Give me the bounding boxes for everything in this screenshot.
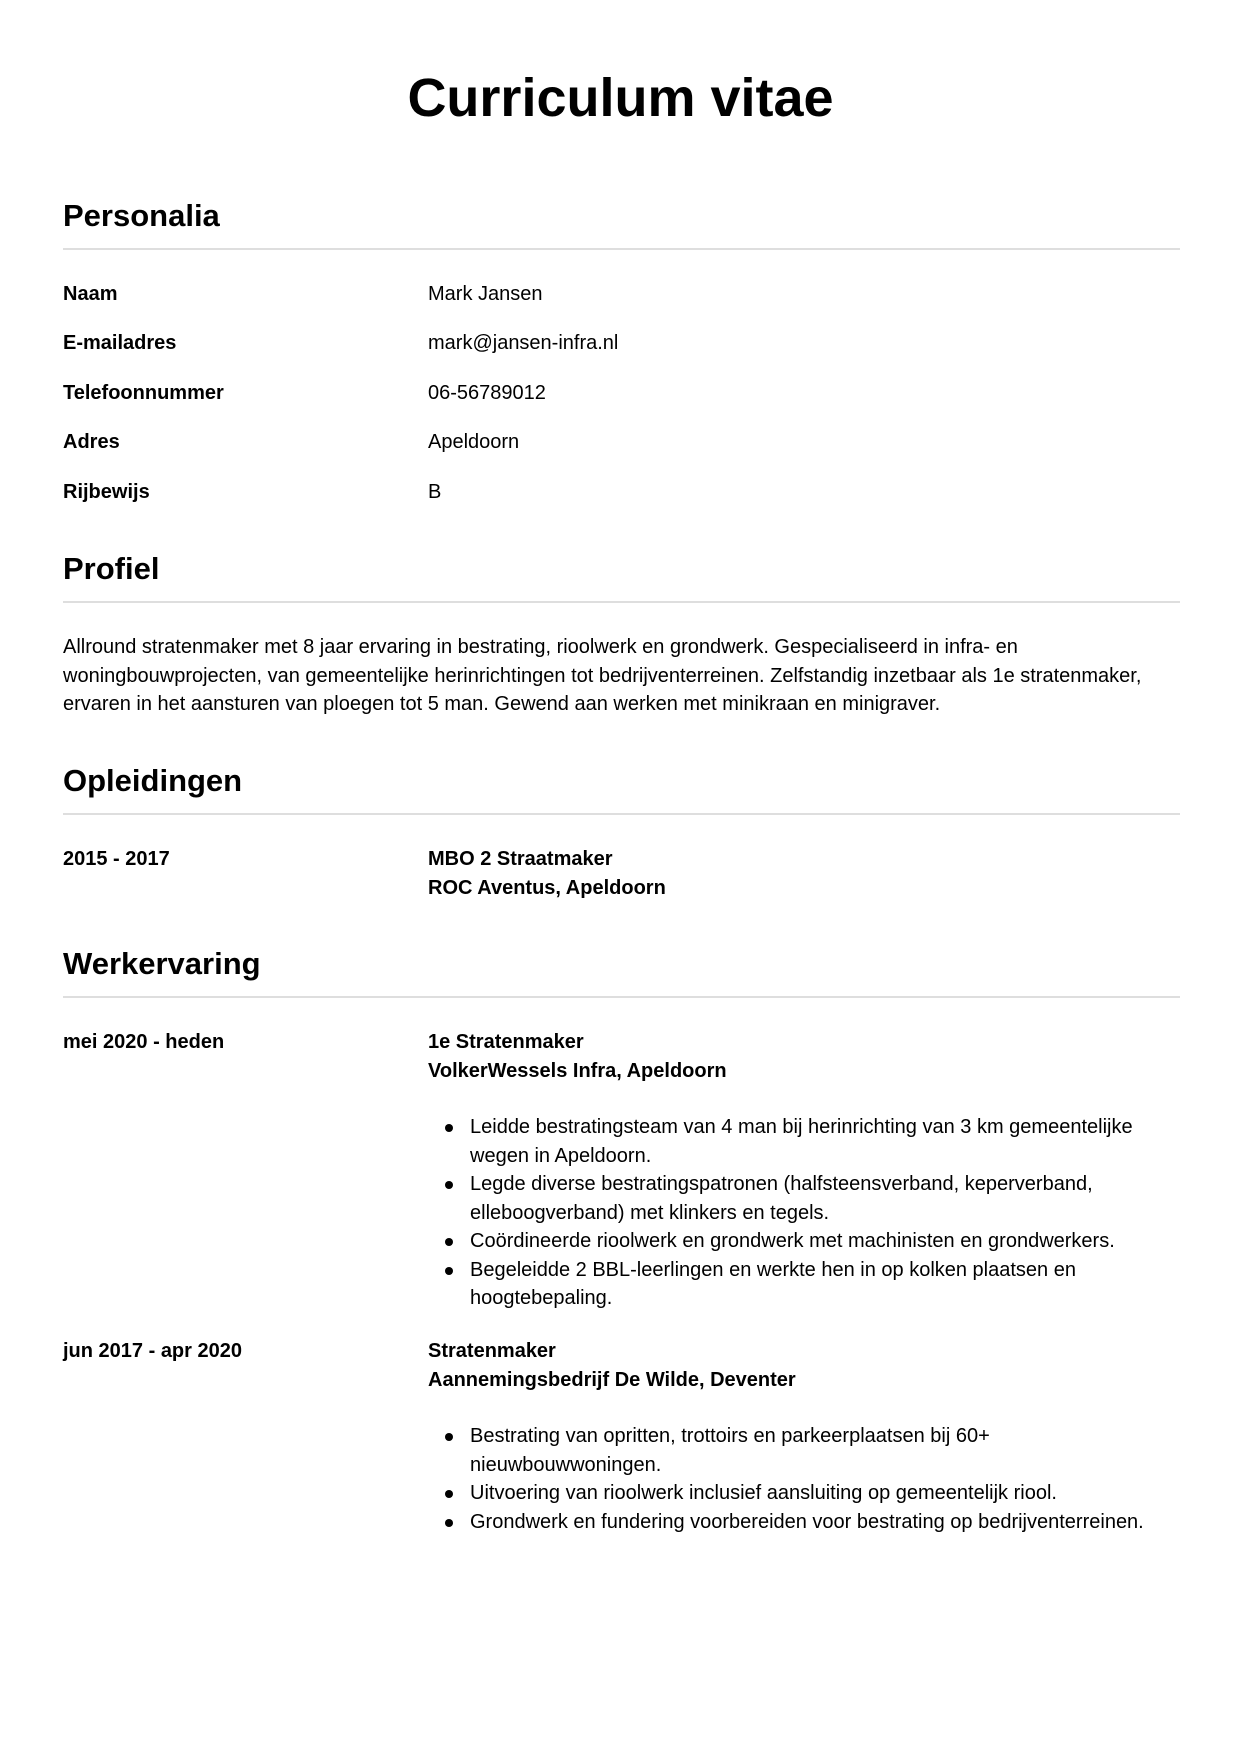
job-period: mei 2020 - heden: [63, 1031, 225, 1053]
job-entry: [428, 1028, 1180, 1313]
education-school: ROC Aventus, Apeldoorn: [428, 876, 666, 899]
job-bullet: Bestrating van opritten, trottoirs en parkeerplaatsen bij 60+ nieuwbouwwoningen.: [470, 1422, 1180, 1479]
education-period: 2015 - 2017: [63, 848, 170, 870]
section-heading-opleidingen: Opleidingen: [63, 763, 243, 798]
job-company: Aannemingsbedrijf De Wilde, Deventer: [428, 1368, 796, 1391]
job-period: jun 2017 - apr 2020: [63, 1340, 242, 1362]
job-role: Stratenmaker: [428, 1340, 556, 1362]
job-company: VolkerWessels Infra, Apeldoorn: [428, 1059, 727, 1082]
job-bullet-list: [428, 1113, 1180, 1313]
section-divider: [63, 996, 1180, 998]
section-divider: [63, 248, 1180, 250]
personalia-value-email: mark@jansen-infra.nl: [428, 332, 619, 354]
section-heading-profiel: Profiel: [63, 551, 160, 586]
job-bullet: Leidde bestratingsteam van 4 man bij herinrichting van 3 km gemeentelijke wegen in Apeldoorn.: [470, 1113, 1180, 1170]
personalia-label-email: E-mailadres: [63, 332, 177, 354]
profile-text: Allround stratenmaker met 8 jaar ervaring in bestrating, rioolwerk en grondwerk. Gespecialiseerd in infra- en woningbouwprojecten, van gemeentelijke herinrichtingen tot bedrijventerreinen. Zelfstandig inzetbaar als 1e stratenmaker, ervaren in het aansturen van ploegen tot 5 man. Gewend aan werken met minikraan en minigraver.: [63, 636, 1142, 715]
education-title: MBO 2 Straatmaker: [428, 848, 613, 870]
document-title: Curriculum vitae: [407, 68, 834, 128]
personalia-label-rijbewijs: Rijbewijs: [63, 481, 150, 503]
personalia-label-naam: Naam: [63, 283, 118, 305]
job-entry: [428, 1337, 1180, 1536]
section-divider: [63, 813, 1180, 815]
section-heading-personalia: Personalia: [63, 198, 220, 233]
job-bullet: Coördineerde rioolwerk en grondwerk met machinisten en grondwerkers.: [470, 1227, 1180, 1256]
job-bullet: Begeleidde 2 BBL-leerlingen en werkte hen in op kolken plaatsen en hoogtebepaling.: [470, 1256, 1180, 1313]
personalia-value-rijbewijs: B: [428, 481, 442, 503]
job-bullet: Grondwerk en fundering voorbereiden voor bestrating op bedrijventerreinen.: [470, 1508, 1180, 1537]
job-bullet: Legde diverse bestratingspatronen (halfsteensverband, keperverband, elleboogverband) met klinkers en tegels.: [470, 1170, 1180, 1227]
personalia-value-naam: Mark Jansen: [428, 283, 543, 305]
personalia-label-adres: Adres: [63, 431, 120, 453]
job-bullet: Uitvoering van rioolwerk inclusief aansluiting op gemeentelijk riool.: [470, 1479, 1180, 1508]
personalia-value-adres: Apeldoorn: [428, 431, 520, 453]
personalia-label-telefoon: Telefoonnummer: [63, 382, 224, 404]
section-divider: [63, 601, 1180, 603]
job-bullet-list: [428, 1422, 1180, 1536]
section-heading-werkervaring: Werkervaring: [63, 946, 261, 981]
job-role: 1e Stratenmaker: [428, 1031, 584, 1053]
personalia-value-telefoon: 06-56789012: [428, 382, 546, 404]
education-entry: [428, 845, 1180, 902]
